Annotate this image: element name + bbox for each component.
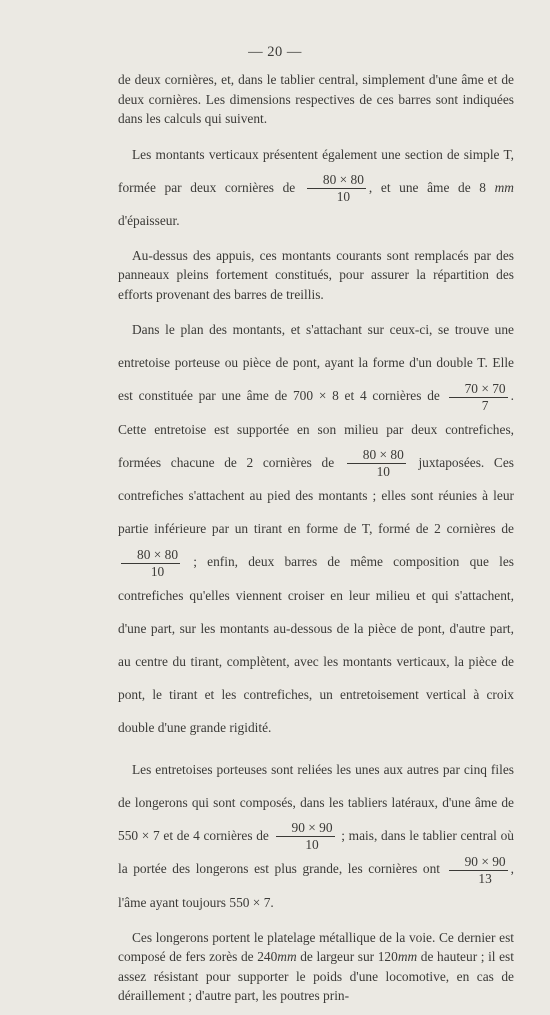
fraction-numerator: 80 × 80: [121, 548, 180, 564]
p6-text-b: de largeur sur 120: [296, 949, 398, 965]
p4-text-d: ; enfin, deux barres de même composition que les contrefiches qu'elles viennent croiser en leur milieu et qui s'attachent, d'une part, sur les montants au-dessous de la pièce de pont, d'autre part, au centre du tirant, complètent, avec les montants verticaux, la pièce de pont, le tirant et les contrefiches, un entretoisement vertical à croix double d'une grande rigidité.: [118, 554, 514, 735]
fraction-denominator: 10: [336, 188, 351, 204]
fraction: [449, 855, 508, 886]
p2-text-b: , et une âme de 8: [368, 179, 486, 195]
unit-mm: mm: [397, 949, 418, 965]
fraction-numerator: 90 × 90: [449, 855, 508, 871]
p2-text-a: Les montants verticaux présentent également une section de simple T, formée par deux cornières de: [118, 146, 514, 195]
page-number: — 20 —: [248, 44, 302, 60]
fraction-denominator: 7: [481, 397, 489, 413]
p5-text-c: , l'âme ayant toujours 550 × 7.: [118, 861, 514, 910]
p6-text-a: Ces longerons portent le platelage métallique de la voie. Ce dernier est composé de fers zorès de 240: [118, 929, 514, 965]
fraction: [449, 382, 508, 413]
p4-text-b: . Cette entretoise est supportée en son milieu par deux contrefiches, formées chacune de 2 cornières de: [118, 388, 514, 470]
unit-mm: mm: [277, 949, 297, 965]
fraction: [121, 548, 180, 579]
fraction-numerator: 70 × 70: [449, 382, 508, 398]
fraction-denominator: 13: [478, 870, 492, 886]
p5-text-a: Les entretoises porteuses sont reliées les unes aux autres par cinq files de longerons qui sont composés, dans les tabliers latéraux, d'une âme de 550 × 7 et de 4 cornières de: [118, 761, 514, 843]
paragraph-4: [118, 313, 514, 743]
fraction-numerator: 80 × 80: [347, 448, 406, 464]
unit-mm: mm: [494, 179, 514, 195]
paragraph-1: de deux cornières, et, dans le tablier central, simplement d'une âme et de deux cornières. Les dimensions respectives de ces barres sont indiquées dans les calculs qui suivent.: [118, 72, 514, 126]
body-text: [118, 70, 514, 1015]
p4-text-a: Dans le plan des montants, et s'attachant sur ceux-ci, se trouve une entretoise porteuse ou pièce de pont, ayant la forme d'un double T. Elle est constituée par une âme de 700 × 8 et 4 cornières de: [118, 322, 514, 404]
fraction-numerator: 90 × 90: [276, 821, 335, 837]
fraction-denominator: 10: [150, 563, 165, 579]
paragraph-3: Au-dessus des appuis, ces montants courants sont remplacés par des panneaux pleins fortement constitués, pour assurer la répartition des efforts provenant des barres de treillis.: [118, 247, 514, 302]
fraction-numerator: 80 × 80: [307, 173, 366, 189]
fraction-denominator: 10: [305, 837, 319, 853]
paragraph-6: [118, 928, 514, 1006]
p4-text-c: juxtaposées. Ces contrefiches s'attachent au pied des montants ; elles sont réunies à leur partie inférieure par un tirant en forme de T, formé de 2 cornières de: [118, 454, 514, 537]
p6-text-c: de hauteur ; il est assez résistant pour supporter le poids d'une locomotive, en cas de déraillement ; d'autre part, les poutres prin-: [118, 949, 514, 1004]
fraction: [347, 448, 406, 479]
fraction: [276, 821, 335, 852]
p5-text-b: ; mais, dans le tablier central où la portée des longerons est plus grande, les cornières ont: [118, 827, 514, 877]
p2-text-c: d'épaisseur.: [118, 212, 180, 228]
paragraph-2: [118, 138, 514, 237]
paragraph-5: [118, 753, 514, 919]
fraction-denominator: 10: [376, 464, 390, 480]
fraction: [307, 173, 366, 204]
